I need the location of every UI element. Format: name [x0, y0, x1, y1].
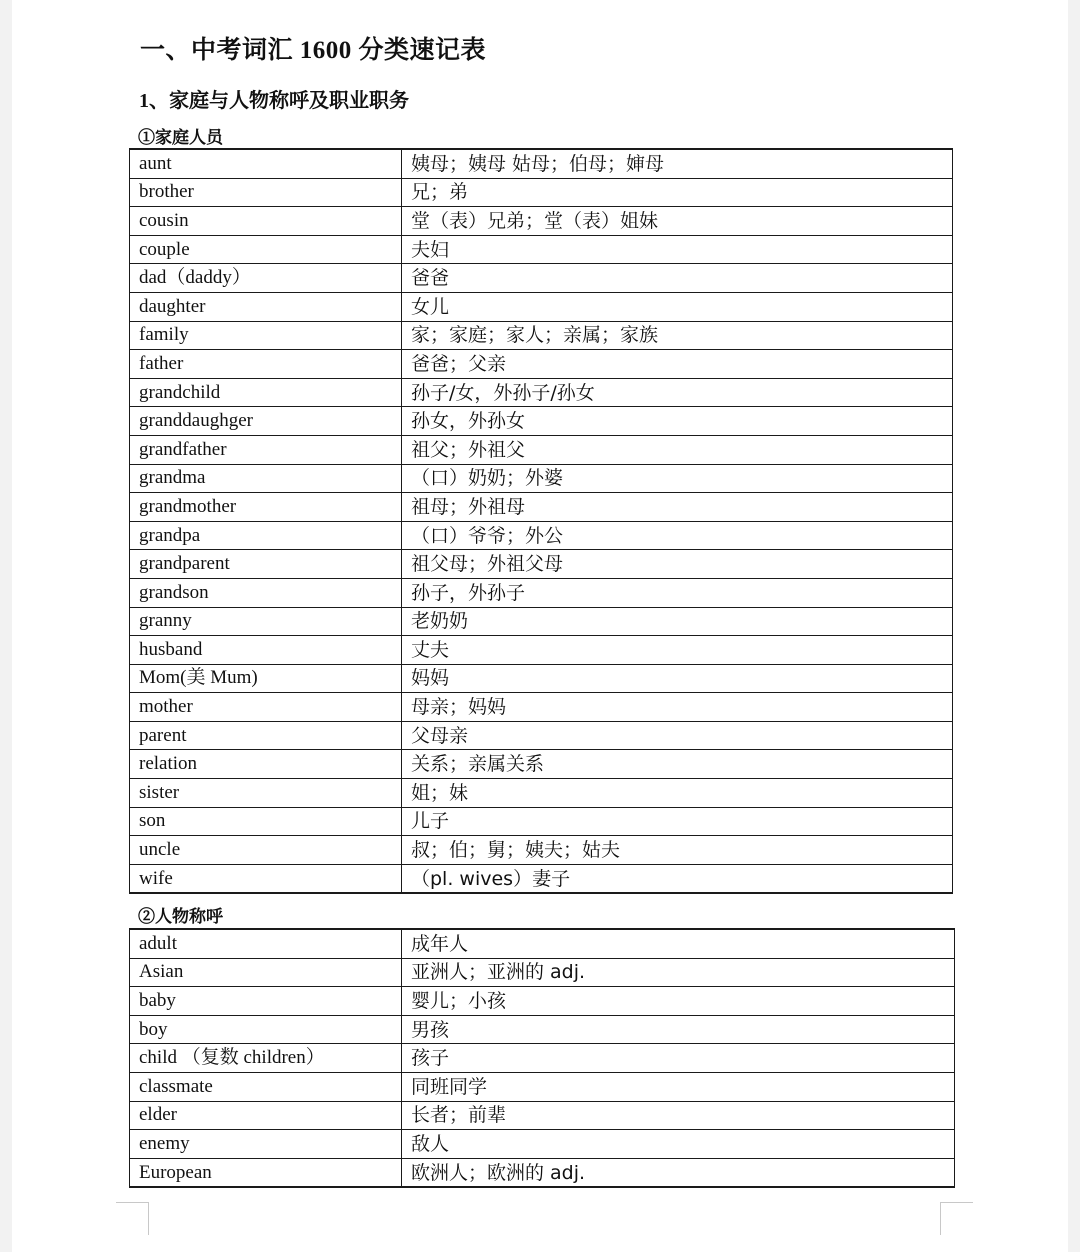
- chinese-meaning-cell: 关系；亲属关系: [402, 750, 953, 779]
- chinese-meaning-cell: 孙子/女，外孙子/孙女: [402, 378, 953, 407]
- table-row: [130, 493, 953, 522]
- english-word-cell: granddaughger: [130, 407, 402, 436]
- english-word-cell: husband: [130, 636, 402, 665]
- english-word-cell: son: [130, 807, 402, 836]
- chinese-meaning-cell: 男孩: [402, 1015, 955, 1044]
- table-row: [130, 864, 953, 893]
- chinese-meaning-cell: 堂（表）兄弟；堂（表）姐妹: [402, 207, 953, 236]
- table-row: [130, 836, 953, 865]
- chinese-meaning-cell: 孙女，外孙女: [402, 407, 953, 436]
- chinese-meaning-cell: 妈妈: [402, 664, 953, 693]
- chinese-meaning-cell: 祖父；外祖父: [402, 435, 953, 464]
- subsection-title-family-members: ①家庭人员: [138, 128, 223, 147]
- chinese-meaning-cell: 叔；伯；舅；姨夫；姑夫: [402, 836, 953, 865]
- chinese-meaning-cell: 成年人: [402, 929, 955, 958]
- chinese-meaning-cell: 兄；弟: [402, 178, 953, 207]
- english-word-cell: grandfather: [130, 435, 402, 464]
- english-word-cell: wife: [130, 864, 402, 893]
- english-word-cell: grandchild: [130, 378, 402, 407]
- chinese-meaning-cell: 祖父母；外祖父母: [402, 550, 953, 579]
- table-row: [130, 350, 953, 379]
- person-titles-table-body: [130, 929, 955, 1187]
- chinese-meaning-cell: 儿子: [402, 807, 953, 836]
- table-row: [130, 578, 953, 607]
- chinese-meaning-cell: 孙子，外孙子: [402, 578, 953, 607]
- english-word-cell: Asian: [130, 958, 402, 987]
- english-word-cell: grandpa: [130, 521, 402, 550]
- english-word-cell: elder: [130, 1101, 402, 1130]
- table-row: [130, 264, 953, 293]
- table-row: [130, 693, 953, 722]
- table-row: [130, 1072, 955, 1101]
- english-word-cell: cousin: [130, 207, 402, 236]
- english-word-cell: adult: [130, 929, 402, 958]
- table-row: [130, 149, 953, 178]
- chinese-meaning-cell: 爸爸: [402, 264, 953, 293]
- table-row: [130, 207, 953, 236]
- english-word-cell: grandson: [130, 578, 402, 607]
- table-row: [130, 664, 953, 693]
- table-row: [130, 779, 953, 808]
- subsection-title-person-titles: ②人物称呼: [138, 907, 223, 926]
- chinese-meaning-cell: 孩子: [402, 1044, 955, 1073]
- chinese-meaning-cell: （pl. wives）妻子: [402, 864, 953, 893]
- table-row: [130, 721, 953, 750]
- page-corner-mark-left: [116, 1202, 149, 1235]
- chinese-meaning-cell: 祖母；外祖母: [402, 493, 953, 522]
- chinese-meaning-cell: 同班同学: [402, 1072, 955, 1101]
- english-word-cell: couple: [130, 235, 402, 264]
- chinese-meaning-cell: 姨母；姨母 姑母；伯母；婶母: [402, 149, 953, 178]
- table-row: [130, 987, 955, 1016]
- chinese-meaning-cell: 爸爸；父亲: [402, 350, 953, 379]
- chinese-meaning-cell: 老奶奶: [402, 607, 953, 636]
- english-word-cell: dad（daddy）: [130, 264, 402, 293]
- english-word-cell: uncle: [130, 836, 402, 865]
- chinese-meaning-cell: 敌人: [402, 1130, 955, 1159]
- chinese-meaning-cell: 亚洲人；亚洲的 adj.: [402, 958, 955, 987]
- chinese-meaning-cell: 夫妇: [402, 235, 953, 264]
- table-row: [130, 1158, 955, 1187]
- english-word-cell: enemy: [130, 1130, 402, 1159]
- english-word-cell: baby: [130, 987, 402, 1016]
- table-row: [130, 750, 953, 779]
- table-row: [130, 292, 953, 321]
- chinese-meaning-cell: 姐；妹: [402, 779, 953, 808]
- table-row: [130, 636, 953, 665]
- table-row: [130, 521, 953, 550]
- table-row: [130, 1130, 955, 1159]
- english-word-cell: sister: [130, 779, 402, 808]
- table-row: [130, 607, 953, 636]
- table-row: [130, 321, 953, 350]
- english-word-cell: father: [130, 350, 402, 379]
- chinese-meaning-cell: 父母亲: [402, 721, 953, 750]
- person-titles-table: [129, 928, 955, 1188]
- table-row: [130, 929, 955, 958]
- english-word-cell: brother: [130, 178, 402, 207]
- table-row: [130, 178, 953, 207]
- table-row: [130, 1015, 955, 1044]
- english-word-cell: grandma: [130, 464, 402, 493]
- table-row: [130, 807, 953, 836]
- table-row: [130, 1101, 955, 1130]
- family-members-table: [129, 148, 953, 894]
- english-word-cell: relation: [130, 750, 402, 779]
- english-word-cell: grandmother: [130, 493, 402, 522]
- english-word-cell: boy: [130, 1015, 402, 1044]
- main-title: 一、中考词汇 1600 分类速记表: [140, 37, 487, 64]
- english-word-cell: mother: [130, 693, 402, 722]
- page-corner-mark-right: [940, 1202, 973, 1235]
- chinese-meaning-cell: （口）爷爷；外公: [402, 521, 953, 550]
- table-row: [130, 435, 953, 464]
- english-word-cell: European: [130, 1158, 402, 1187]
- english-word-cell: family: [130, 321, 402, 350]
- chinese-meaning-cell: 欧洲人；欧洲的 adj.: [402, 1158, 955, 1187]
- chinese-meaning-cell: 婴儿；小孩: [402, 987, 955, 1016]
- english-word-cell: child （复数 children）: [130, 1044, 402, 1073]
- table-row: [130, 958, 955, 987]
- english-word-cell: classmate: [130, 1072, 402, 1101]
- table-row: [130, 464, 953, 493]
- english-word-cell: aunt: [130, 149, 402, 178]
- chinese-meaning-cell: 女儿: [402, 292, 953, 321]
- section-title: 1、家庭与人物称呼及职业职务: [139, 90, 409, 112]
- english-word-cell: daughter: [130, 292, 402, 321]
- table-row: [130, 407, 953, 436]
- table-row: [130, 1044, 955, 1073]
- table-row: [130, 235, 953, 264]
- table-row: [130, 378, 953, 407]
- english-word-cell: Mom(美 Mum): [130, 664, 402, 693]
- chinese-meaning-cell: 家；家庭；家人；亲属；家族: [402, 321, 953, 350]
- chinese-meaning-cell: 母亲；妈妈: [402, 693, 953, 722]
- english-word-cell: granny: [130, 607, 402, 636]
- family-members-table-body: [130, 149, 953, 893]
- document-page: [12, 0, 1068, 1252]
- english-word-cell: parent: [130, 721, 402, 750]
- chinese-meaning-cell: 长者；前辈: [402, 1101, 955, 1130]
- english-word-cell: grandparent: [130, 550, 402, 579]
- chinese-meaning-cell: （口）奶奶；外婆: [402, 464, 953, 493]
- table-row: [130, 550, 953, 579]
- chinese-meaning-cell: 丈夫: [402, 636, 953, 665]
